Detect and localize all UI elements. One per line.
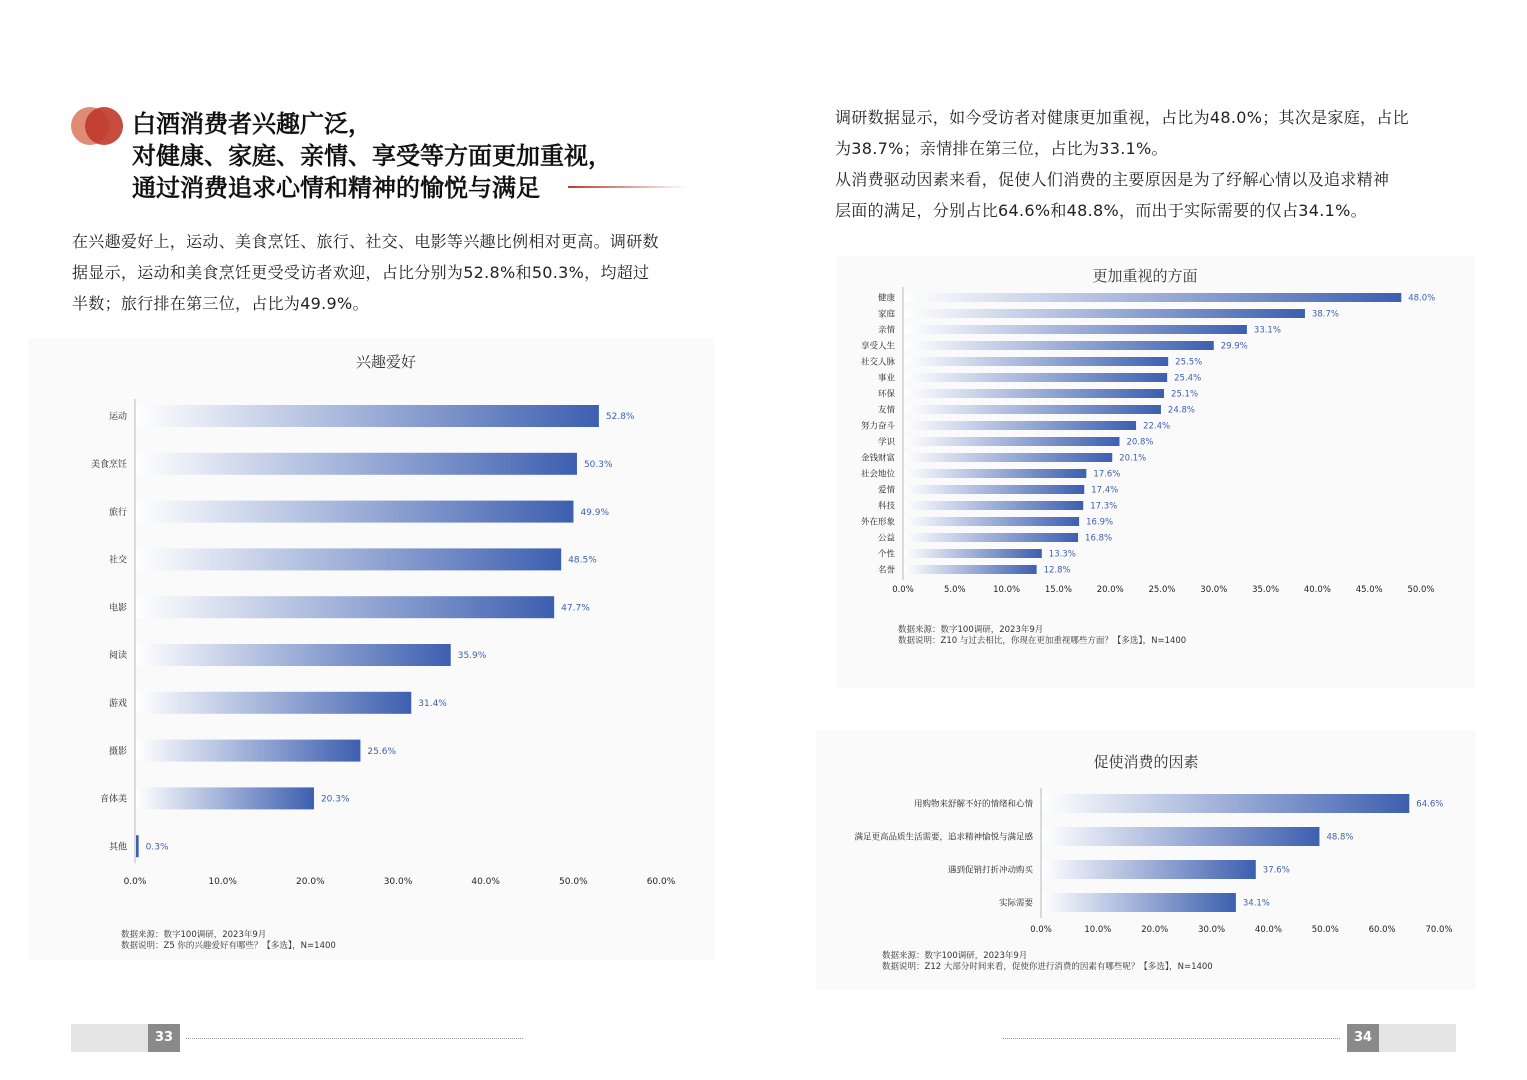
bar [1042,794,1409,813]
tick-label: 20.0% [1141,925,1169,935]
category-label: 个性 [877,549,895,560]
category-label: 用购物来舒解不好的情绪和心情 [913,799,1033,810]
category-label: 爱情 [877,485,895,496]
value-label: 24.8% [1167,405,1195,416]
category-label: 音体美 [99,794,127,805]
tick-label: 60.0% [1368,925,1396,935]
category-label: 阅读 [108,651,127,662]
value-label: 29.9% [1220,341,1248,352]
paragraph-line: 层面的满足，分别占比64.6%和48.8%，而出于实际需要的仅占34.1%。 [835,201,1367,220]
bar [1042,893,1236,912]
category-label: 社交 [108,555,127,566]
value-label: 31.4% [418,698,447,709]
footer-dotted-line [186,1038,523,1039]
category-label: 美食烹饪 [90,459,127,470]
category-label: 学识 [877,437,895,448]
tick-label: 35.0% [1252,585,1280,595]
value-label: 25.6% [367,746,397,757]
paragraph-line: 为38.7%；亲情排在第三位，占比为33.1%。 [835,139,1168,158]
heading-line: 白酒消费者兴趣广泛， [132,110,372,138]
bar [1042,827,1319,846]
value-label: 33.1% [1253,325,1281,336]
category-label: 遇到促销打折冲动购买 [947,865,1033,876]
tick-label: 0.0% [123,877,147,887]
value-label: 0.3% [145,842,169,853]
value-label: 38.7% [1311,309,1339,320]
value-label: 17.3% [1090,501,1118,512]
page-number: 33 [148,1024,180,1052]
value-label: 16.9% [1086,517,1114,528]
value-label: 49.9% [580,507,610,518]
category-label: 实际需要 [998,898,1033,909]
category-label: 运动 [108,412,127,423]
category-label: 旅行 [108,507,127,518]
tick-label: 0.0% [892,585,914,595]
paragraph-line: 调研数据显示，如今受访者对健康更加重视，占比为48.0%；其次是家庭，占比 [835,108,1409,127]
value-label: 48.5% [568,555,597,566]
value-label: 52.8% [605,412,635,423]
category-label: 事业 [877,373,895,384]
value-label: 16.8% [1085,533,1113,544]
tick-label: 40.0% [1303,585,1331,595]
category-label: 健康 [877,293,895,304]
value-label: 20.8% [1126,437,1154,448]
tick-label: 45.0% [1355,585,1383,595]
value-label: 47.7% [561,603,590,614]
category-label: 努力奋斗 [860,421,895,432]
tick-label: 50.0% [559,877,588,887]
category-label: 社会地位 [860,469,895,480]
value-label: 25.4% [1174,373,1202,384]
data-source: 数据来源：数字100调研，2023年9月 [882,951,1028,961]
tick-label: 5.0% [943,585,966,595]
tick-label: 10.0% [993,585,1021,595]
tick-label: 40.0% [471,877,500,887]
paragraph-line: 从消费驱动因素来看，促使人们消费的主要原因是为了纾解心情以及追求精神 [835,170,1390,189]
category-label: 游戏 [108,698,127,709]
page-number: 34 [1347,1024,1379,1052]
value-label: 20.3% [320,794,350,805]
tick-label: 0.0% [1030,925,1052,935]
category-label: 社交人脉 [860,357,895,368]
value-label: 22.4% [1143,421,1171,432]
data-description: 数据说明：Z12 大部分时间来看，促使你进行消费的因素有哪些呢？【多选】，N=1400 [882,962,1213,972]
chart-title-values: 更加重视的方面 [1092,267,1198,285]
chart-title-hobbies: 兴趣爱好 [355,353,416,371]
tick-label: 30.0% [1198,925,1226,935]
data-note-drivers [882,951,1213,973]
value-label: 13.3% [1048,549,1076,560]
data-description: 数据说明：Z5 你的兴趣爱好有哪些？【多选】，N=1400 [121,941,336,951]
tick-label: 40.0% [1254,925,1282,935]
value-label: 17.4% [1091,485,1119,496]
data-description: 数据说明：Z10 与过去相比，你现在更加重视哪些方面？【多选】，N=1400 [898,636,1187,646]
value-label: 25.1% [1171,389,1199,400]
value-label: 37.6% [1262,865,1290,876]
category-label: 摄影 [108,746,127,757]
tick-label: 50.0% [1407,585,1435,595]
tick-label: 20.0% [296,877,325,887]
paragraph-line: 据显示，运动和美食烹饪更受受访者欢迎，占比分别为52.8%和50.3%，均超过 [72,263,650,282]
value-label: 48.8% [1326,832,1354,843]
category-label: 外在形象 [860,517,895,528]
bar [1042,860,1256,879]
tick-label: 10.0% [1084,925,1112,935]
tick-label: 50.0% [1311,925,1339,935]
tick-label: 25.0% [1148,585,1176,595]
tick-label: 20.0% [1096,585,1124,595]
category-label: 友情 [877,405,895,416]
tick-label: 70.0% [1425,925,1453,935]
value-label: 17.6% [1093,469,1121,480]
heading-line: 通过消费追求心情和精神的愉悦与满足 [132,174,540,202]
category-label: 电影 [108,603,127,614]
value-label: 20.1% [1119,453,1147,464]
tick-label: 30.0% [383,877,413,887]
tick-label: 30.0% [1200,585,1228,595]
data-source: 数据来源：数字100调研，2023年9月 [898,625,1044,635]
paragraph-line: 在兴趣爱好上，运动、美食烹饪、旅行、社交、电影等兴趣比例相对更高。调研数 [72,232,659,251]
tick-label: 15.0% [1044,585,1072,595]
value-label: 34.1% [1242,898,1270,909]
value-label: 48.0% [1408,293,1436,304]
data-source: 数据来源：数字100调研，2023年9月 [121,930,267,940]
footer-dotted-line [1003,1038,1340,1039]
category-label: 享受人生 [860,341,895,352]
category-label: 家庭 [877,309,895,320]
category-label: 其他 [108,842,127,853]
category-label: 金钱财富 [860,453,895,464]
paragraph-line: 半数；旅行排在第三位，占比为49.9%。 [72,294,369,313]
value-label: 50.3% [583,459,613,470]
chart-title-drivers: 促使消费的因素 [1093,753,1199,771]
category-label: 名誉 [877,565,895,576]
value-label: 64.6% [1416,799,1444,810]
tick-label: 10.0% [208,877,237,887]
value-label: 12.8% [1043,565,1071,576]
category-label: 科技 [877,501,895,512]
category-label: 公益 [877,533,895,544]
value-label: 35.9% [457,651,487,662]
category-label: 亲情 [877,325,895,336]
category-label: 环保 [877,389,895,400]
value-label: 25.5% [1175,357,1203,368]
tick-label: 60.0% [646,877,676,887]
category-label: 满足更高品质生活需要，追求精神愉悦与满足感 [854,832,1033,843]
heading-line: 对健康、家庭、亲情、享受等方面更加重视， [132,142,612,170]
